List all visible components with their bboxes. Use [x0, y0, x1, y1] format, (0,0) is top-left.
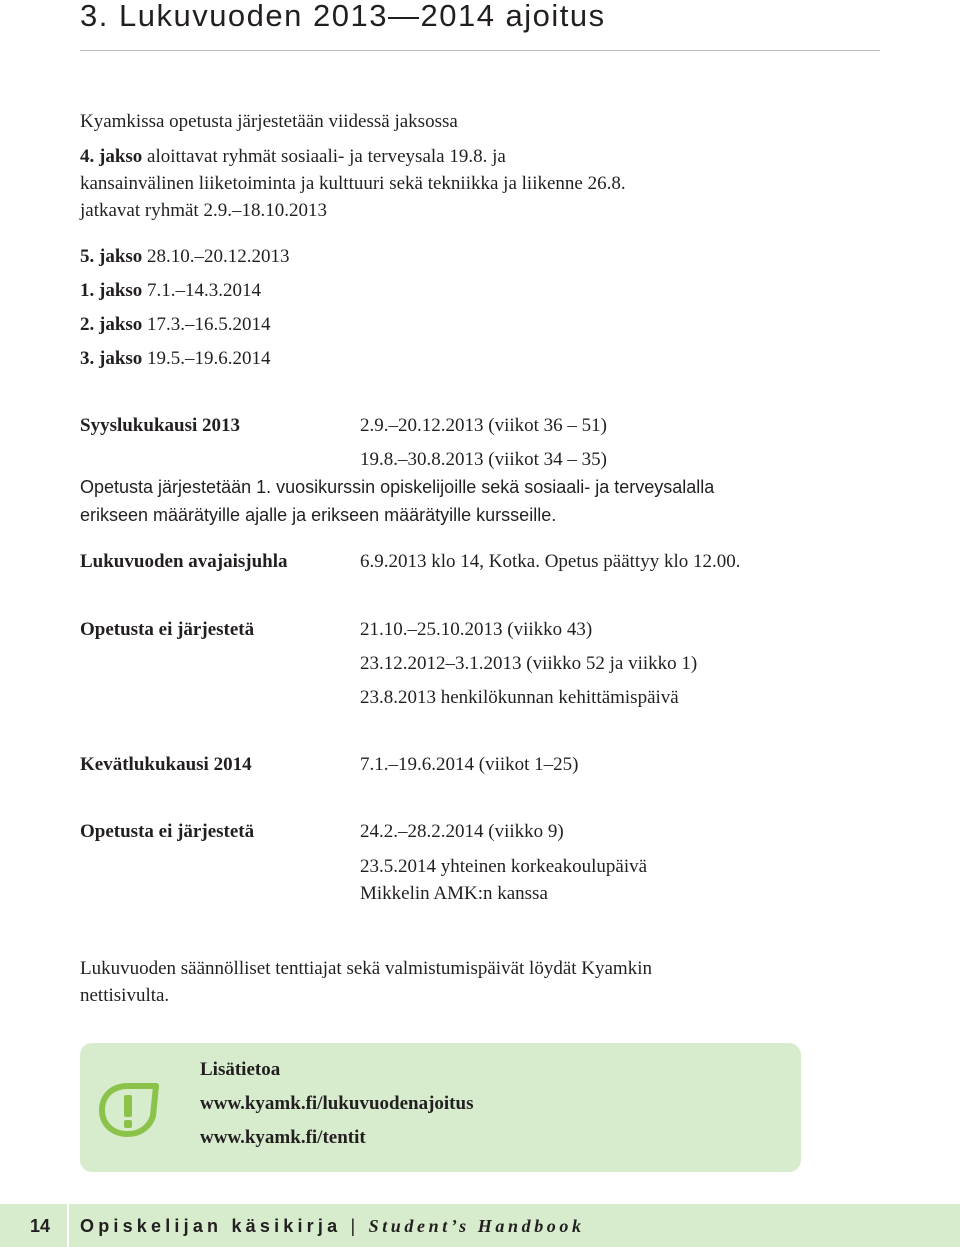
period-3: [80, 345, 271, 372]
no-teaching-item: 23.8.2013 henkilökunnan kehittämispäivä: [360, 687, 679, 708]
period-dates: 17.3.–16.5.2014: [142, 314, 271, 335]
jakso4-text-line3: jatkavat ryhmät 2.9.–18.10.2013: [80, 200, 327, 221]
period-5: [80, 243, 290, 270]
period-label: 3. jakso: [80, 348, 143, 369]
page-title: 3. Lukuvuoden 2013—2014 ajoitus: [80, 0, 606, 33]
autumn-note: Opetusta järjestetään 1. vuosikurssin opiskelijoille sekä sosiaali- ja terveysalalla: [80, 477, 715, 497]
link-tentit[interactable]: www.kyamk.fi/tentit: [200, 1127, 366, 1148]
autumn-note-line2: erikseen määrätyille ajalle ja erikseen määrätyille kursseille.: [80, 505, 557, 525]
period-dates: 7.1.–14.3.2014: [142, 280, 262, 301]
footer-separator: |: [341, 1216, 369, 1236]
jakso4-text: aloittavat ryhmät sosiaali- ja terveysala 19.8. ja: [142, 146, 506, 167]
footer-title-en: Student’s Handbook: [368, 1216, 585, 1236]
intro-line: Kyamkissa opetusta järjestetään viidessä jaksossa: [80, 111, 458, 132]
callout-title: Lisätietoa: [200, 1059, 281, 1080]
link-lukuvuodenajoitus[interactable]: www.kyamk.fi/lukuvuodenajoitus: [200, 1093, 474, 1114]
jakso4-label: 4. jakso: [80, 146, 143, 167]
autumn-label: Syyslukukausi 2013: [80, 415, 240, 436]
period-label: 2. jakso: [80, 314, 143, 335]
period-label: 1. jakso: [80, 280, 143, 301]
no-teaching-spring-label: Opetusta ei järjestetä: [80, 821, 255, 842]
opening-value: 6.9.2013 klo 14, Kotka. Opetus päättyy klo 12.00.: [360, 551, 741, 572]
jakso4-text-line2: kansainvälinen liiketoiminta ja kulttuuri sekä tekniikka ja liikenne 26.8.: [80, 173, 626, 194]
spring-value: 7.1.–19.6.2014 (viikot 1–25): [360, 754, 579, 775]
info-callout: [80, 1043, 801, 1172]
no-teaching-item: 23.12.2012–3.1.2013 (viikko 52 ja viikko 1): [360, 653, 698, 674]
footer-title-fi: Opiskelijan käsikirja: [80, 1216, 342, 1236]
footer-title: [80, 1216, 585, 1237]
no-teaching-spring-item: Mikkelin AMK:n kanssa: [360, 883, 548, 904]
period-1: [80, 277, 261, 304]
closing-text: Lukuvuoden säännölliset tenttiajat sekä valmistumispäivät löydät Kyamkin: [80, 958, 652, 979]
period-2: [80, 311, 271, 338]
page-footer: [0, 1204, 960, 1247]
no-teaching-item: 21.10.–25.10.2013 (viikko 43): [360, 619, 593, 640]
footer-divider: [67, 1204, 69, 1247]
autumn-dates-first-years: 19.8.–30.8.2013 (viikot 34 – 35): [360, 449, 607, 470]
period-label: 5. jakso: [80, 246, 143, 267]
closing-text-line2: nettisivulta.: [80, 985, 170, 1006]
opening-label: Lukuvuoden avajaisjuhla: [80, 551, 288, 572]
period-dates: 19.5.–19.6.2014: [142, 348, 271, 369]
exclamation-icon: [97, 1080, 159, 1140]
page-number: 14: [30, 1216, 51, 1236]
no-teaching-spring-item: 24.2.–28.2.2014 (viikko 9): [360, 821, 564, 842]
period-dates: 28.10.–20.12.2013: [142, 246, 290, 267]
no-teaching-spring-item: 23.5.2014 yhteinen korkeakoulupäivä: [360, 856, 648, 877]
title-divider: [80, 50, 880, 51]
jakso4-line: [80, 143, 506, 170]
autumn-dates: 2.9.–20.12.2013 (viikot 36 – 51): [360, 415, 607, 436]
no-teaching-label: Opetusta ei järjestetä: [80, 619, 255, 640]
spring-label: Kevätlukukausi 2014: [80, 754, 252, 775]
